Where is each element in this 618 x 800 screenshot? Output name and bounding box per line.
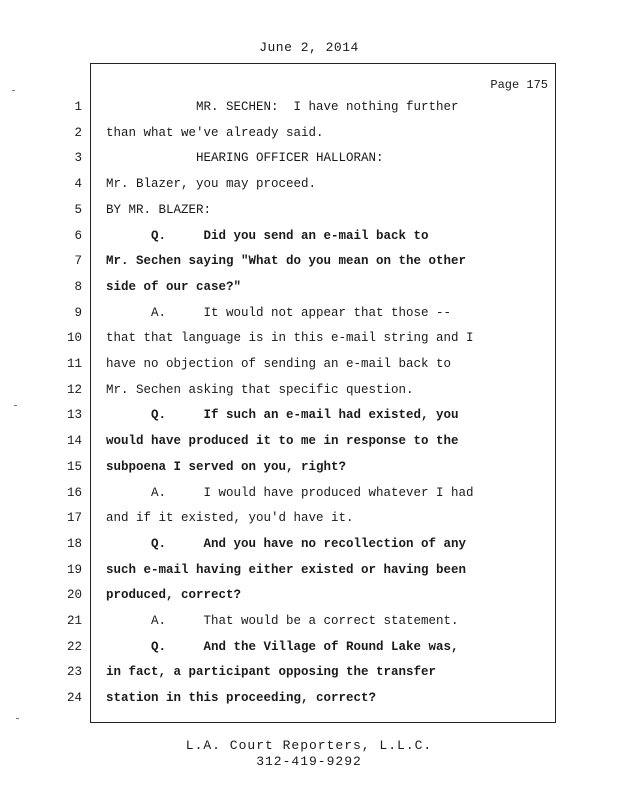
line-number: 19 (66, 562, 82, 577)
line-number: 9 (74, 305, 82, 320)
line-number: 16 (66, 485, 82, 500)
line-number: 3 (74, 151, 82, 166)
answer-text: HEARING OFFICER HALLORAN: (106, 151, 384, 166)
line-number: 2 (74, 125, 82, 140)
line-number: 8 (74, 279, 82, 294)
transcript-line (0, 151, 618, 171)
answer-text: that that language is in this e-mail string and I (106, 331, 474, 346)
court-reporter-phone: 312-419-9292 (256, 754, 362, 769)
question-text: produced, correct? (106, 588, 242, 603)
line-number: 20 (66, 588, 82, 603)
transcript-line (0, 203, 618, 223)
transcript-line (0, 537, 618, 557)
transcript-line (0, 486, 618, 506)
line-number: 5 (74, 202, 82, 217)
line-number: 13 (66, 408, 82, 423)
answer-text: than what we've already said. (106, 125, 324, 140)
answer-text: A. I would have produced whatever I had (106, 485, 474, 500)
transcript-line (0, 563, 618, 583)
answer-text: MR. SECHEN: I have nothing further (106, 100, 459, 114)
answer-text: and if it existed, you'd have it. (106, 511, 354, 526)
transcript-line (0, 665, 618, 685)
line-number: 11 (66, 357, 82, 371)
scan-speck (12, 90, 15, 91)
question-text: would have produced it to me in response to the (106, 434, 459, 449)
question-text: in fact, a participant opposing the transfer (106, 665, 437, 680)
answer-text: Mr. Blazer, you may proceed. (106, 177, 317, 192)
line-number: 23 (66, 665, 82, 680)
scan-speck (14, 405, 17, 406)
answer-text: A. That would be a correct statement. (106, 614, 459, 628)
line-number: 1 (74, 100, 82, 114)
transcript-line (0, 254, 618, 274)
line-number: 12 (66, 382, 82, 397)
transcript-line (0, 511, 618, 531)
line-number: 21 (66, 614, 82, 628)
line-number: 15 (66, 459, 82, 474)
line-number: 22 (66, 639, 82, 654)
question-text: subpoena I served on you, right? (106, 459, 347, 474)
court-reporter-name: L.A. Court Reporters, L.L.C. (185, 738, 433, 753)
question-text: station in this proceeding, correct? (106, 691, 377, 706)
question-text: side of our case?" (106, 279, 242, 294)
transcript-line (0, 460, 618, 480)
line-number: 6 (74, 228, 82, 243)
transcript-date: June 2, 2014 (259, 40, 359, 55)
question-text: Q. Did you send an e-mail back to (106, 228, 429, 243)
transcript-line (0, 691, 618, 711)
page-number: Page 175 (490, 78, 548, 92)
answer-text: have no objection of sending an e-mail back to (106, 357, 452, 371)
transcript-line (0, 100, 618, 120)
line-number: 14 (66, 434, 82, 449)
transcript-line (0, 408, 618, 428)
scan-speck (16, 718, 19, 719)
answer-text: A. It would not appear that those -- (106, 305, 452, 320)
transcript-line (0, 614, 618, 634)
line-number: 4 (74, 177, 82, 192)
answer-text: BY MR. BLAZER: (106, 202, 212, 217)
line-number: 24 (66, 691, 82, 706)
transcript-line (0, 306, 618, 326)
question-text: Q. And you have no recollection of any (106, 536, 467, 551)
transcript-line (0, 434, 618, 454)
transcript-line (0, 126, 618, 146)
transcript-line (0, 357, 618, 377)
transcript-line (0, 383, 618, 403)
question-text: Q. If such an e-mail had existed, you (106, 408, 459, 423)
transcript-line (0, 177, 618, 197)
line-number: 18 (66, 536, 82, 551)
question-text: Mr. Sechen saying "What do you mean on the other (106, 254, 467, 269)
transcript-line (0, 280, 618, 300)
transcript-line (0, 588, 618, 608)
line-number: 17 (66, 511, 82, 526)
transcript-line (0, 640, 618, 660)
line-number: 7 (74, 254, 82, 269)
question-text: such e-mail having either existed or having been (106, 562, 467, 577)
transcript-line (0, 331, 618, 351)
line-number: 10 (66, 331, 82, 346)
question-text: Q. And the Village of Round Lake was, (106, 639, 459, 654)
transcript-line (0, 229, 618, 249)
answer-text: Mr. Sechen asking that specific question. (106, 382, 414, 397)
